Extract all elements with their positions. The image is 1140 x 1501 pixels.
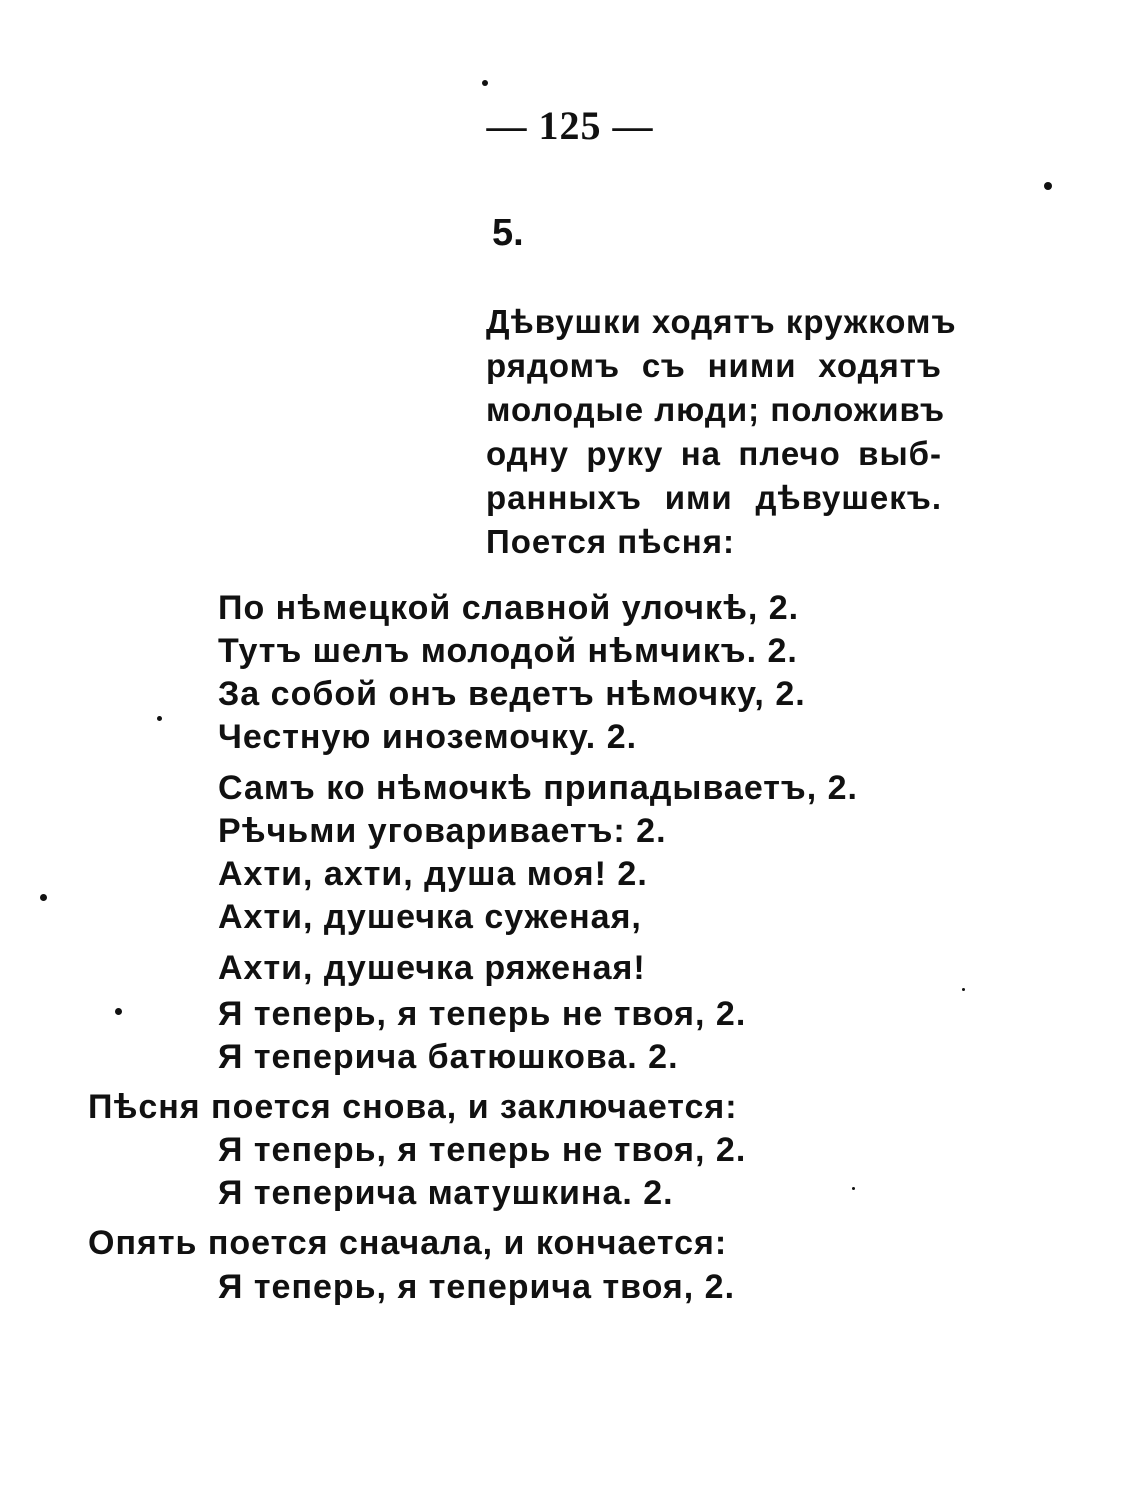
verse-line: Я теперь, я теперича твоя, 2. — [218, 1268, 736, 1306]
verse-line: Ахти, душечка ряженая! — [218, 949, 646, 987]
verse-line: Тутъ шелъ молодой нѣмчикъ. 2. — [218, 632, 798, 670]
stage-note: Пѣсня поется снова, и заключается: — [88, 1088, 738, 1126]
intro-line: Поется пѣсня: — [486, 523, 735, 560]
section-number: 5. — [492, 212, 524, 254]
verse-line: По нѣмецкой славной улочкѣ, 2. — [218, 589, 800, 627]
verse-line: Ахти, ахти, душа моя! 2. — [218, 855, 648, 893]
verse-line: Самъ ко нѣмочкѣ припадываетъ, 2. — [218, 769, 858, 807]
stage-note: Опять поется сначала, и кончается: — [88, 1224, 728, 1262]
scan-speck — [115, 1008, 122, 1015]
verse-line: За собой онъ ведетъ нѣмочку, 2. — [218, 675, 806, 713]
verse-line: Ахти, душечка суженая, — [218, 898, 642, 936]
intro-line: рядомъ съ ними ходятъ — [486, 347, 942, 384]
intro-paragraph — [486, 300, 957, 564]
verse-line: Рѣчьми уговариваетъ: 2. — [218, 812, 667, 850]
scan-speck — [40, 894, 47, 901]
page-number: — 125 — — [486, 103, 654, 148]
scan-speck — [852, 1187, 855, 1190]
verse-line: Честную иноземочку. 2. — [218, 718, 638, 756]
verse-line: Я теперь, я теперь не твоя, 2. — [218, 1131, 747, 1169]
scan-speck — [157, 716, 162, 721]
intro-line: одну руку на плечо выб- — [486, 435, 942, 472]
intro-line: молодые люди; положивъ — [486, 391, 946, 428]
intro-line: Дѣвушки ходятъ кружкомъ — [486, 303, 957, 340]
scan-speck — [962, 988, 965, 991]
verse-line: Я теперича батюшкова. 2. — [218, 1038, 679, 1076]
verse-line: Я теперича матушкина. 2. — [218, 1174, 674, 1212]
verse-line: Я теперь, я теперь не твоя, 2. — [218, 995, 747, 1033]
scan-speck — [1044, 182, 1052, 190]
intro-line: ранныхъ ими дѣвушекъ. — [486, 479, 942, 516]
scan-speck — [482, 80, 488, 86]
